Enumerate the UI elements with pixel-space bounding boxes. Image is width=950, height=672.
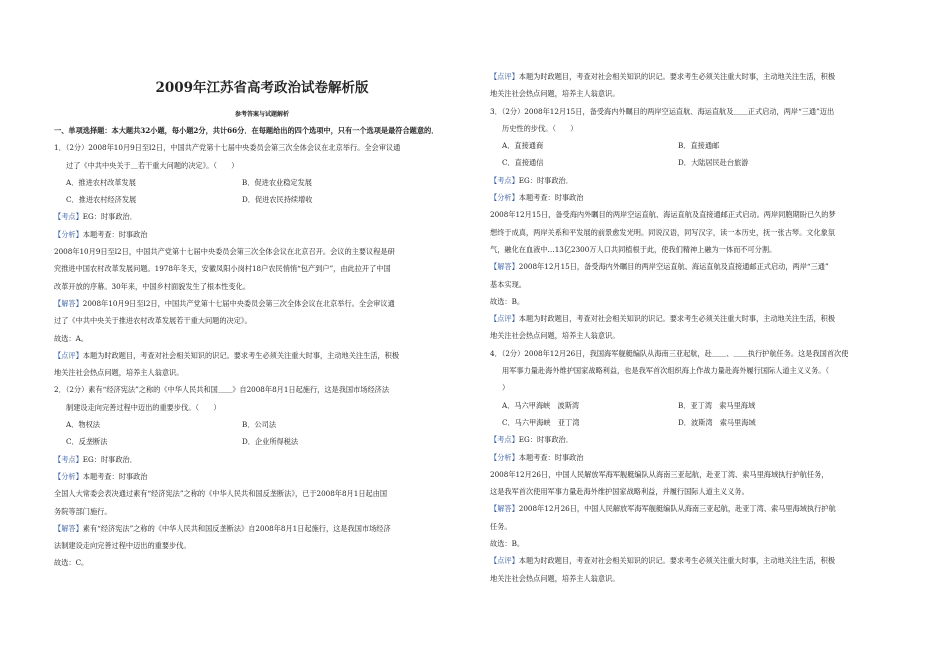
analysis-line: [490, 431, 896, 448]
text-line: [490, 362, 896, 379]
analysis-line: [490, 552, 896, 569]
text-line: [490, 206, 896, 223]
page-title: 2009年江苏省高考政治试卷解析版: [155, 80, 369, 96]
text-line: [490, 276, 896, 293]
text-line: [54, 381, 470, 398]
option-item: D．大陆居民赴台旅游: [678, 158, 749, 168]
page-subtitle: 参考答案与试题解析: [234, 111, 289, 118]
option-row: [54, 433, 470, 450]
line-text: 过了《中共中央关于＿若干重大问题的决定》。（ ）: [66, 160, 239, 170]
text-line: [54, 364, 470, 381]
option-row: [490, 137, 896, 154]
line-text: 任务。: [490, 521, 512, 531]
analysis-line: [490, 500, 896, 517]
analysis-tag: 【分析】: [54, 229, 83, 239]
option-item: C．马六甲海峡 亚丁湾: [502, 417, 580, 427]
line-text: 法制建设走向完善过程中迈出的重要步伐。: [54, 541, 191, 551]
text-line: [490, 85, 896, 102]
text-line: [54, 157, 470, 174]
line-text: 过了《中共中央关于推进农村改革发展若干重大问题的决定》。: [54, 316, 252, 326]
analysis-line: [54, 226, 470, 243]
text-line: [54, 503, 470, 520]
text-line: [490, 466, 896, 483]
analysis-line: [54, 208, 470, 225]
text-line: [490, 570, 896, 587]
option-item: A．物权法: [66, 420, 100, 430]
analysis-line: [490, 172, 896, 189]
text-line: [490, 293, 896, 310]
option-item: A．推进农村改革发展: [66, 177, 136, 187]
analysis-line: [54, 295, 470, 312]
option-item: D．波斯湾 索马里海域: [678, 417, 756, 427]
analysis-tag: 【分析】: [490, 193, 519, 203]
line-text: 制建设走向完善过程中迈出的重要步伐。（ ）: [66, 402, 221, 412]
analysis-tag: 【考点】: [54, 212, 83, 222]
line-text: 本题考查：时事政治: [82, 229, 148, 239]
option-row: [54, 416, 470, 433]
line-text: 想终于成真，两岸关系和平发展的前景愈发光明。同说汉语，同写汉字，读一本历史，抚一张古琴。文化象氛: [490, 227, 836, 237]
analysis-line: [490, 68, 896, 85]
line-text: 2008年10月9日至l2日，中国共产党第十七届中央委员会第三次全体会议在北京召开。会议的主要议程是研: [54, 247, 395, 257]
option-item: B．亚丁湾 索马里海域: [678, 400, 756, 410]
analysis-tag: 【点评】: [490, 556, 519, 566]
line-text: 本题考查：时事政治: [518, 193, 584, 203]
analysis-line: [54, 347, 470, 364]
option-row: [54, 174, 470, 191]
line-text: ）: [502, 383, 510, 393]
line-text: 务院等部门施行。: [54, 506, 112, 516]
line-text: EG：时事政治．: [82, 212, 137, 222]
text-line: [54, 243, 470, 260]
analysis-tag: 【考点】: [490, 175, 519, 185]
line-text: 故选：A。: [54, 333, 88, 343]
line-text: EG：时事政治．: [82, 454, 137, 464]
text-line: [54, 330, 470, 347]
analysis-tag: 【解答】: [490, 262, 519, 272]
analysis-tag: 【解答】: [490, 504, 519, 514]
text-line: [490, 345, 896, 362]
option-item: D．促进农民持续增收: [242, 195, 313, 205]
line-text: EG：时事政治．: [518, 175, 573, 185]
text-line: [490, 535, 896, 552]
option-row: [54, 191, 470, 208]
option-item: A．直接通商: [502, 141, 544, 151]
option-item: B．直接通邮: [678, 141, 720, 151]
left-column: [54, 0, 470, 572]
analysis-tag: 【解答】: [54, 523, 83, 533]
line-text: 地关注社会热点问题，培养主人翁意识。: [490, 573, 620, 583]
line-text: 2008年12月15日，备受海内外瞩目的两岸空运直航、海运直航及直接通邮正式启动。两岸同胞期盼已久的梦: [490, 210, 836, 220]
text-line: [490, 120, 896, 137]
analysis-tag: 【解答】: [54, 298, 83, 308]
analysis-tag: 【点评】: [54, 350, 83, 360]
left-body: [54, 139, 470, 571]
option-item: C．直接通信: [502, 158, 544, 168]
option-item: D．企业所得税法: [242, 437, 299, 447]
option-item: C．反垄断法: [66, 437, 108, 447]
text-line: [54, 260, 470, 277]
analysis-line: [490, 258, 896, 275]
analysis-tag: 【分析】: [490, 452, 519, 462]
text-line: [54, 139, 470, 156]
line-text: 1．（2分）2008年10月9日至l2日，中国共产党第十七届中央委员会第三次全体会议在北京举行。全会审议通: [54, 143, 401, 153]
option-row: [490, 154, 896, 171]
text-line: [490, 241, 896, 258]
option-item: A．马六甲海峡 波斯湾: [502, 400, 580, 410]
line-text: 故选：B。: [490, 539, 525, 549]
line-text: 用军事力量赴海外维护国家战略利益，也是我军首次组织海上作战力量赴海外履行国际人道主义义务。（: [502, 366, 830, 376]
line-text: 素有“经济宪法”之称的《中华人民共和国反垄断法》自2008年8月1日起施行，这是我国市场经济: [82, 523, 391, 533]
option-item: C．推进农村经济发展: [66, 195, 137, 205]
analysis-line: [490, 310, 896, 327]
analysis-tag: 【点评】: [490, 314, 519, 324]
text-line: [54, 537, 470, 554]
option-item: B．促进农业稳定发展: [242, 177, 312, 187]
line-text: 3．（2分）2008年12月15日，备受海内外瞩目的两岸空运直航、海运直航及＿＿正式启动，两岸“三通”迈出: [490, 106, 835, 116]
text-line: [54, 485, 470, 502]
line-text: 本题为时政题目，考查对社会相关知识的识记。要求考生必须关注重大时事，主动地关注生活，积极: [82, 350, 400, 360]
analysis-line: [54, 520, 470, 537]
line-text: 地关注社会热点问题，培养主人翁意识。: [54, 368, 184, 378]
line-text: 历史性的步伐。（ ）: [502, 123, 578, 133]
text-line: [490, 103, 896, 120]
line-text: EG：时事政治．: [518, 435, 573, 445]
option-row: [490, 397, 896, 414]
line-text: 地关注社会热点问题，培养主人翁意识。: [490, 89, 620, 99]
text-line: [490, 379, 896, 396]
option-row: [490, 414, 896, 431]
line-text: 地关注社会热点问题，培养主人翁意识。: [490, 331, 620, 341]
analysis-tag: 【点评】: [490, 72, 519, 81]
text-line: [490, 518, 896, 535]
line-text: 本题为时政题目，考查对社会相关知识的识记。要求考生必须关注重大时事，主动地关注生活，积极: [518, 556, 836, 566]
analysis-line: [54, 451, 470, 468]
line-text: 全国人大常委会表决通过素有“经济宪法”之称的《中华人民共和国反垄断法》，已于2008年8月1日起由国: [54, 489, 388, 499]
analysis-line: [490, 449, 896, 466]
line-text: 故选：C。: [54, 558, 89, 568]
section-heading: 一、单项选择题：本大题共32小题，每小题2分，共计66分．在每题给出的四个选项中，只有一个选项是最符合题意的．: [54, 126, 439, 135]
text-line: [490, 483, 896, 500]
line-text: 改革开放的序幕。30年来，中国乡村面貌发生了根本性变化。: [54, 281, 251, 291]
line-text: 本题考查：时事政治: [518, 452, 584, 462]
line-text: 本题为时政题目，考查对社会相关知识的识记。要求考生必须关注重大时事，主动地关注生活，积极: [518, 314, 836, 324]
line-text: 本题为时政题目，考查对社会相关知识的识记。要求考生必须关注重大时事，主动地关注生活，积极: [518, 72, 836, 81]
line-text: 2008年12月15日，备受海内外瞩目的两岸空运直航、海运直航及直接通邮正式启动，两岸“三通”: [518, 262, 829, 272]
line-text: 气，融化在血液中…13亿2300万人口共同植根于此，使我们精神上融为一体而不可分割。: [490, 244, 777, 254]
analysis-line: [490, 189, 896, 206]
text-line: [54, 554, 470, 571]
line-text: 这是我军首次使用军事力量赴海外维护国家战略利益，并履行国际人道主义义务。: [490, 487, 749, 497]
text-line: [54, 399, 470, 416]
analysis-tag: 【分析】: [54, 471, 83, 481]
analysis-tag: 【考点】: [54, 454, 83, 464]
line-text: 2．（2分）素有“经济宪法”之称的《中华人民共和国＿＿》自2008年8月1日起施行，这是我国市场经济法: [54, 385, 390, 395]
line-text: 本题考查：时事政治: [82, 471, 148, 481]
line-text: 基本实现。: [490, 279, 526, 289]
text-line: [54, 278, 470, 295]
line-text: 2008年10月9日至l2日，中国共产党第十七届中央委员会第三次全体会议在北京举行。全会审议通: [82, 298, 395, 308]
line-text: 故选：B。: [490, 296, 525, 306]
text-line: [490, 224, 896, 241]
right-body: [490, 68, 896, 587]
option-item: B．公司法: [242, 420, 277, 430]
right-column: [490, 68, 896, 587]
analysis-line: [54, 468, 470, 485]
analysis-tag: 【考点】: [490, 435, 519, 445]
text-line: [54, 312, 470, 329]
line-text: 4．（2分）2008年12月26日，我国海军舰艇编队从海南三亚起航，赴＿＿、＿＿执行护航任务。这是我国首次使: [490, 348, 849, 358]
line-text: 2008年12月26日，中国人民解放军海军舰艇编队从海南三亚起航，赴亚丁湾、索马里海域执行护航: [518, 504, 836, 514]
line-text: 究推进中国农村改革发展问题。1978年冬天，安徽凤阳小岗村18户农民悄悄“包产到户”，由此拉开了中国: [54, 264, 391, 274]
text-line: [490, 327, 896, 344]
line-text: 2008年12月26日，中国人民解放军海军舰艇编队从海南三亚起航，赴亚丁湾、索马里海域执行护航任务，: [490, 469, 829, 479]
